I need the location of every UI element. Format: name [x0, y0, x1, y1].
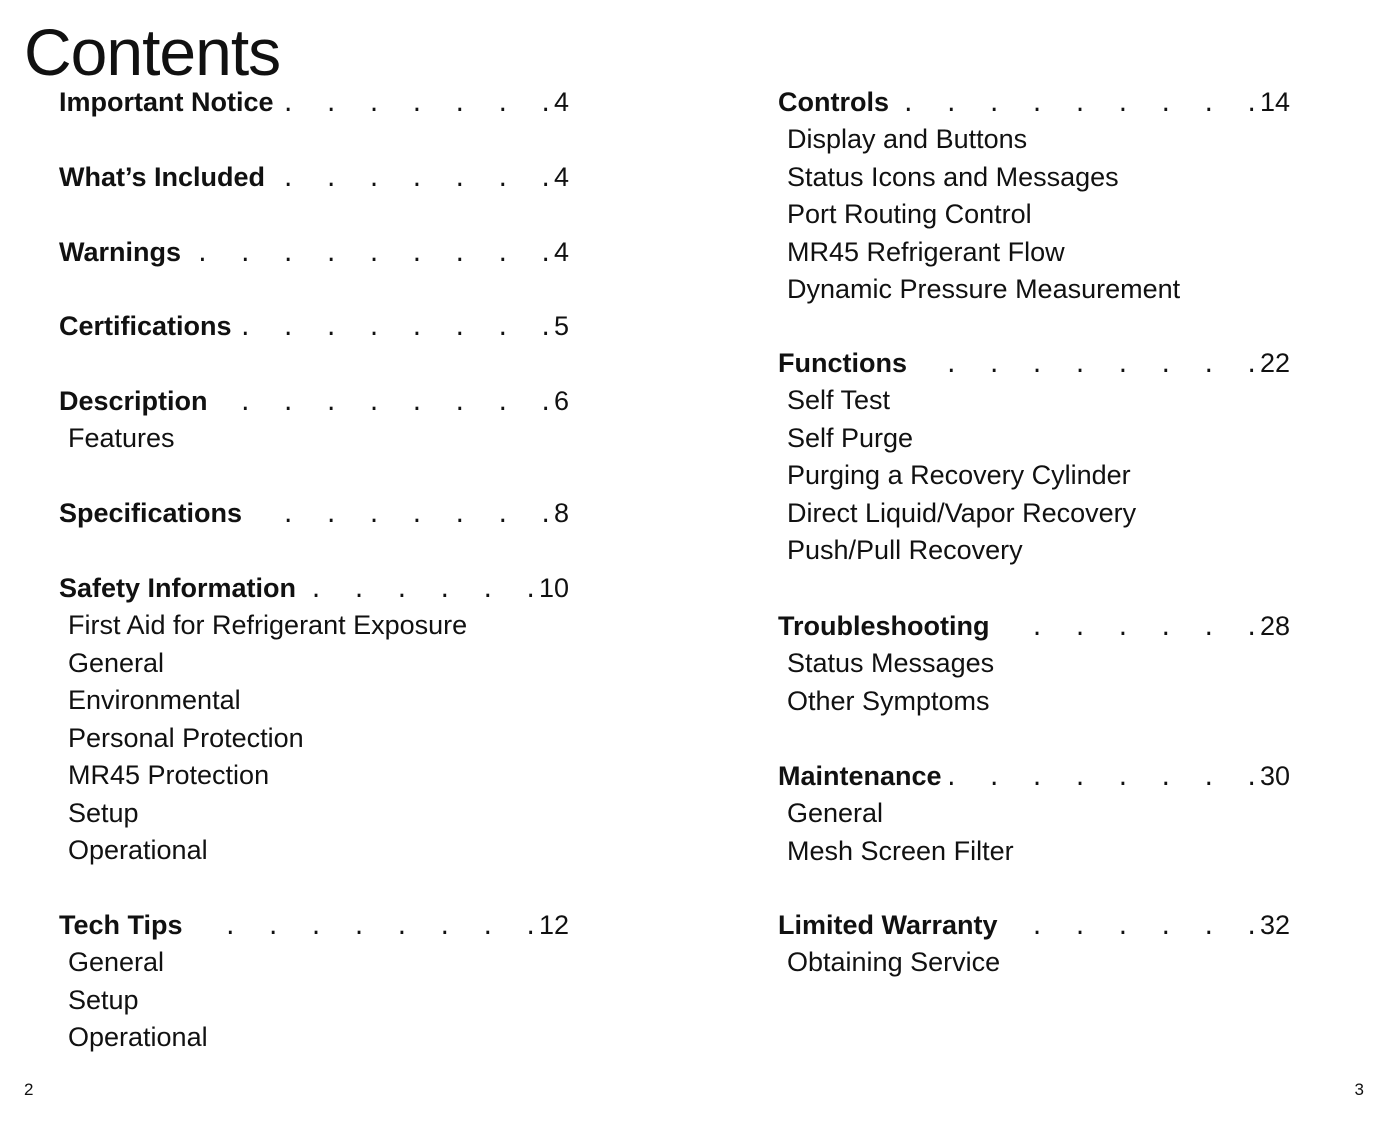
toc-subentry-list: [778, 795, 1290, 870]
dot-leader: [216, 383, 550, 420]
toc-subentry[interactable]: Port Routing Control: [787, 199, 1032, 229]
toc-entry-heading[interactable]: [59, 907, 569, 944]
toc-subentry[interactable]: Obtaining Service: [787, 947, 1001, 977]
toc-entry-heading[interactable]: [59, 383, 569, 420]
toc-entry: [778, 907, 1290, 982]
toc-subentry-list: [778, 944, 1290, 982]
toc-entry-title: Description: [59, 386, 208, 416]
toc-entry: [59, 907, 569, 1057]
toc-subentry-list: [59, 607, 569, 870]
toc-entry-heading[interactable]: [778, 758, 1290, 795]
toc-entry: [59, 234, 569, 271]
dot-leader: [304, 570, 535, 607]
toc-entry-title: What’s Included: [59, 162, 266, 192]
toc-subentry[interactable]: Features: [68, 423, 175, 453]
toc-subentry[interactable]: Environmental: [68, 685, 241, 715]
toc-subentry[interactable]: Personal Protection: [68, 722, 304, 753]
toc-subentry-list: [59, 420, 569, 458]
toc-entry-title: Troubleshooting: [778, 611, 990, 641]
toc-subentry-list: [778, 121, 1290, 309]
toc-entry-heading[interactable]: [59, 308, 569, 345]
toc-entry-page-number: 4: [553, 237, 569, 267]
toc-subentry[interactable]: Self Test: [787, 385, 891, 415]
toc-entry-heading[interactable]: [778, 608, 1290, 645]
toc-entry-title: Limited Warranty: [778, 910, 998, 940]
toc-subentry[interactable]: Direct Liquid/Vapor Recovery: [787, 497, 1137, 528]
toc-entry-heading[interactable]: [59, 234, 569, 271]
toc-subentry[interactable]: First Aid for Refrigerant Exposure: [68, 610, 468, 640]
toc-subentry[interactable]: Setup: [68, 797, 139, 828]
toc-subentry[interactable]: General: [68, 947, 165, 977]
toc-entry-page-number: 10: [538, 573, 569, 603]
toc-entry-page-number: 22: [1259, 348, 1290, 378]
toc-entry-title: Controls: [778, 87, 889, 117]
page-number-left: 2: [24, 1080, 34, 1099]
toc-subentry[interactable]: Mesh Screen Filter: [787, 835, 1014, 866]
toc-entry-title: Certifications: [59, 311, 232, 341]
toc-subentry-list: [778, 645, 1290, 720]
toc-entry-title: Maintenance: [778, 761, 942, 791]
toc-entry-heading[interactable]: [778, 907, 1290, 944]
toc-entry-title: Warnings: [59, 237, 182, 267]
toc-subentry[interactable]: Purging a Recovery Cylinder: [787, 460, 1131, 490]
dot-leader: [250, 495, 550, 532]
toc-subentry[interactable]: Status Icons and Messages: [787, 161, 1119, 192]
toc-entry-page-number: 32: [1259, 910, 1290, 940]
toc-subentry[interactable]: Operational: [68, 1022, 208, 1052]
toc-entry-heading[interactable]: [59, 84, 569, 121]
toc-entry: [778, 758, 1290, 870]
dot-leader: [950, 758, 1256, 795]
toc-subentry-list: [59, 944, 569, 1057]
toc-subentry[interactable]: Self Purge: [787, 422, 914, 453]
toc-entry: [59, 308, 569, 345]
toc-entry: [59, 495, 569, 532]
toc-entry-heading[interactable]: [59, 495, 569, 532]
toc-subentry-list: [778, 382, 1290, 570]
dot-leader: [282, 84, 550, 121]
toc-entry-heading[interactable]: [59, 159, 569, 196]
dot-leader: [189, 234, 550, 271]
toc-entry-page-number: 8: [553, 498, 569, 528]
toc-entry: [59, 383, 569, 458]
toc-subentry[interactable]: Setup: [68, 984, 139, 1015]
toc-entry-title: Specifications: [59, 498, 243, 528]
toc-subentry[interactable]: Dynamic Pressure Measurement: [787, 274, 1181, 304]
toc-entry-page-number: 28: [1259, 611, 1290, 641]
toc-entry-title: Functions: [778, 348, 907, 378]
toc-subentry[interactable]: MR45 Protection: [68, 760, 270, 790]
toc-entry-heading[interactable]: [59, 570, 569, 607]
dot-leader: [1006, 907, 1256, 944]
dot-leader: [273, 159, 550, 196]
toc-entry-page-number: 5: [553, 311, 569, 341]
dot-leader: [191, 907, 535, 944]
dot-leader: [997, 608, 1255, 645]
dot-leader: [915, 345, 1256, 382]
toc-entry-title: Safety Information: [59, 573, 297, 603]
toc-subentry[interactable]: Display and Buttons: [787, 124, 1028, 154]
toc-entry-page-number: 6: [553, 386, 569, 416]
toc-entry: [778, 84, 1290, 309]
toc-subentry[interactable]: MR45 Refrigerant Flow: [787, 236, 1065, 267]
toc-entry: [59, 570, 569, 870]
toc-entry-title: Important Notice: [59, 87, 274, 117]
toc-entry-title: Tech Tips: [59, 910, 183, 940]
toc-subentry[interactable]: Other Symptoms: [787, 685, 990, 716]
toc-entry: [778, 608, 1290, 720]
dot-leader: [240, 308, 550, 345]
toc-entry-page-number: 14: [1259, 87, 1290, 117]
toc-subentry[interactable]: General: [787, 798, 884, 828]
toc-entry-heading[interactable]: [778, 345, 1290, 382]
page-number-right: 3: [1354, 1080, 1364, 1099]
toc-entry-page-number: 4: [553, 87, 569, 117]
toc-entry: [59, 84, 569, 121]
toc-entry-page-number: 4: [553, 162, 569, 192]
page-title: Contents: [24, 15, 281, 89]
toc-subentry[interactable]: Push/Pull Recovery: [787, 535, 1023, 565]
toc-entry-heading[interactable]: [778, 84, 1290, 121]
toc-subentry[interactable]: General: [68, 647, 165, 678]
toc-entry-page-number: 12: [538, 910, 569, 940]
toc-subentry[interactable]: Status Messages: [787, 648, 995, 678]
toc-entry: [778, 345, 1290, 570]
dot-leader: [897, 84, 1256, 121]
toc-entry-page-number: 30: [1259, 761, 1290, 791]
toc-entry: [59, 159, 569, 196]
toc-subentry[interactable]: Operational: [68, 835, 208, 865]
